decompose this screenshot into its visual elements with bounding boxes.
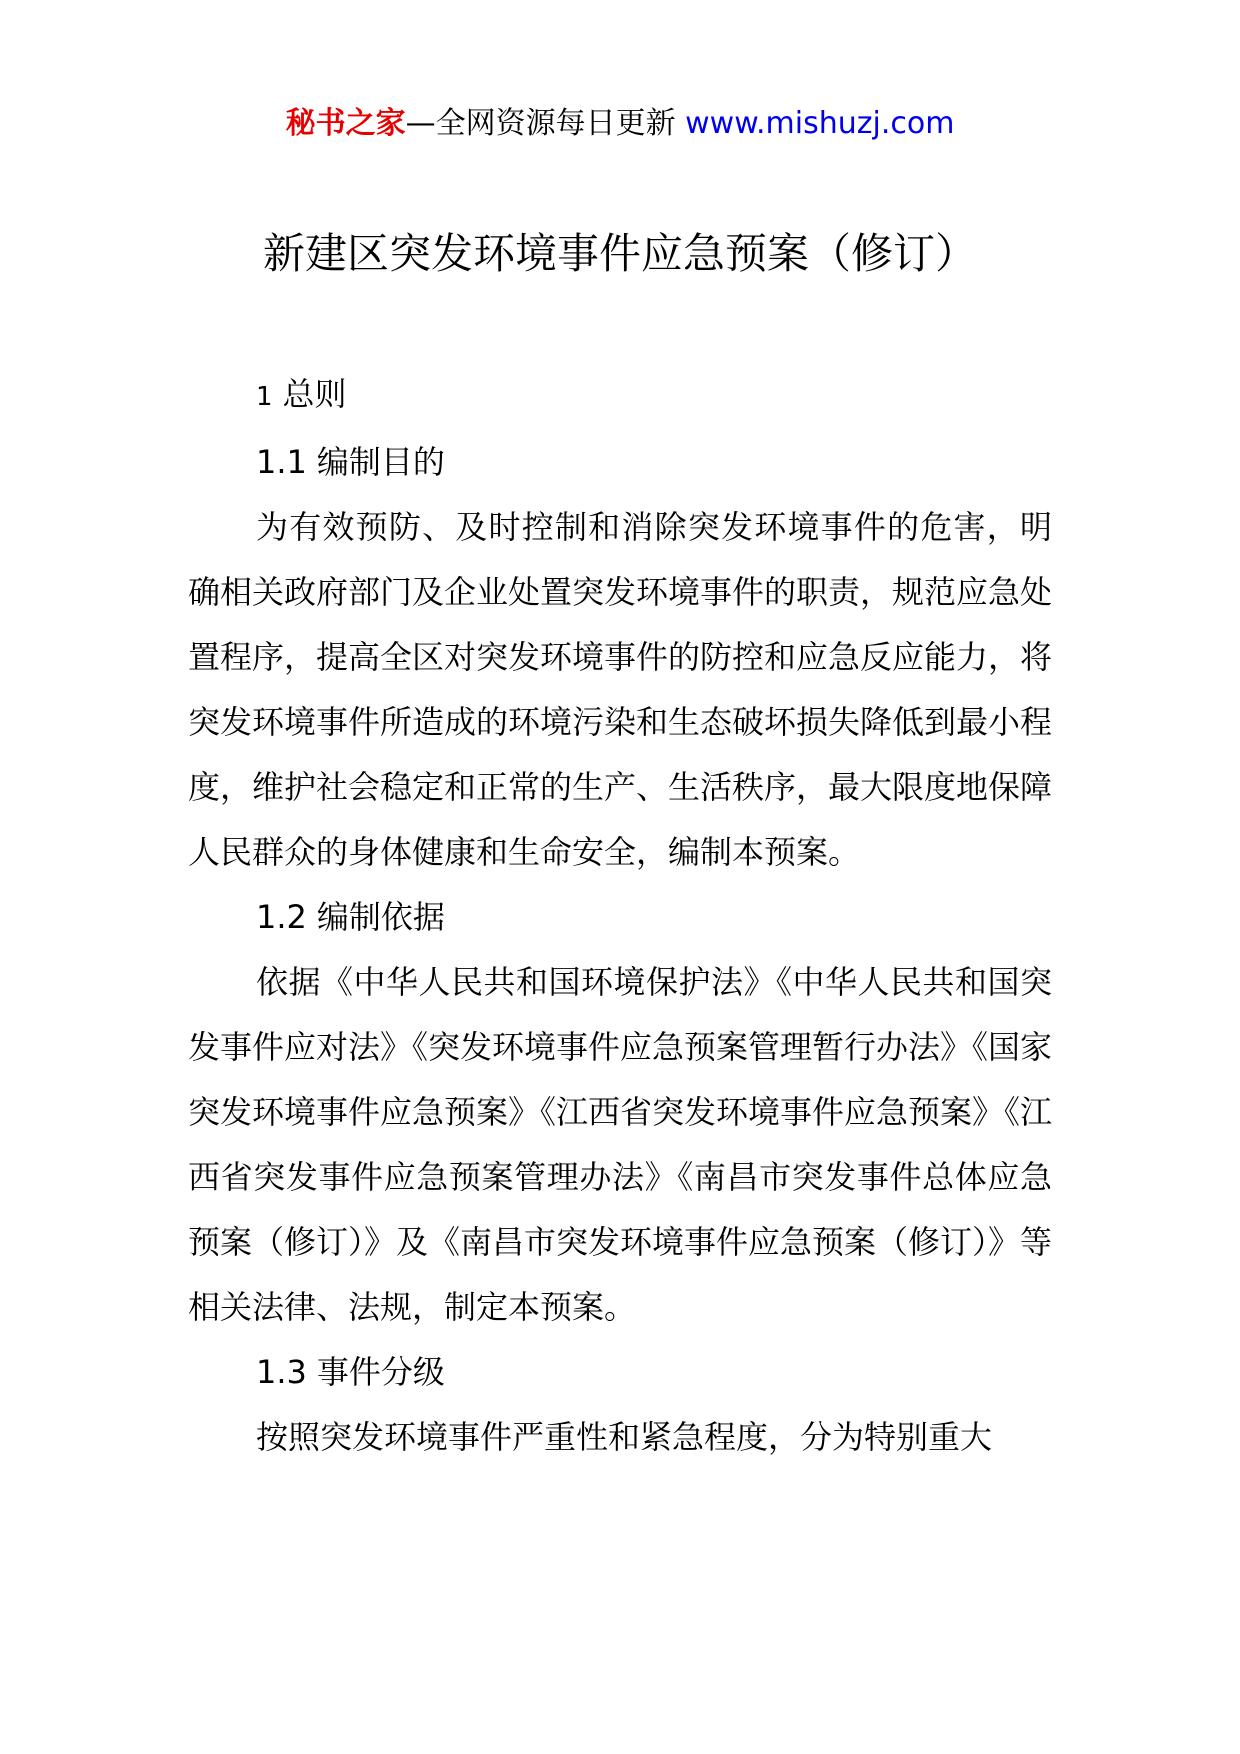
section-number: 1.3 [256, 1353, 307, 1391]
section-number: 1.2 [256, 898, 307, 936]
section-label: 编制依据 [316, 898, 445, 936]
paragraph-basis: 依据《中华人民共和国环境保护法》《中华人民共和国突发事件应对法》《突发环境事件应急预案管理暂行办法》《国家突发环境事件应急预案》《江西省突发环境事件应急预案》《江西省突发事件应急预案管理办法》《南昌市突发事件总体应急预案（修订）》及《南昌市突发环境事件应急预案（修订）》等相关法律、法规，制定本预案。 [188, 963, 1053, 1326]
document-body [188, 362, 1052, 1470]
brand-name: 秘书之家 [285, 106, 406, 141]
brand-slogan: —全网资源每日更新 [405, 106, 676, 141]
section-heading-1 [188, 362, 1052, 430]
section-heading-1-1 [188, 430, 1052, 495]
section-number: 1.1 [256, 443, 307, 481]
paragraph-classification: 按照突发环境事件严重性和紧急程度，分为特别重大 [256, 1418, 993, 1456]
section-label: 总则 [282, 375, 347, 413]
section-label: 编制目的 [316, 443, 445, 481]
site-banner [0, 100, 1240, 148]
section-heading-1-3 [188, 1340, 1052, 1405]
section-heading-1-2 [188, 885, 1052, 950]
section-number: 1 [256, 382, 273, 412]
site-url-link[interactable]: www.mishuzj.com [685, 106, 955, 141]
section-label: 事件分级 [316, 1353, 445, 1391]
paragraph-purpose: 为有效预防、及时控制和消除突发环境事件的危害，明确相关政府部门及企业处置突发环境事件的职责，规范应急处置程序，提高全区对突发环境事件的防控和应急反应能力，将突发环境事件所造成的环境污染和生态破坏损失降低到最小程度，维护社会稳定和正常的生产、生活秩序，最大限度地保障人民群众的身体健康和生命安全，编制本预案。 [188, 508, 1053, 871]
document-title: 新建区突发环境事件应急预案（修订） [262, 229, 977, 278]
